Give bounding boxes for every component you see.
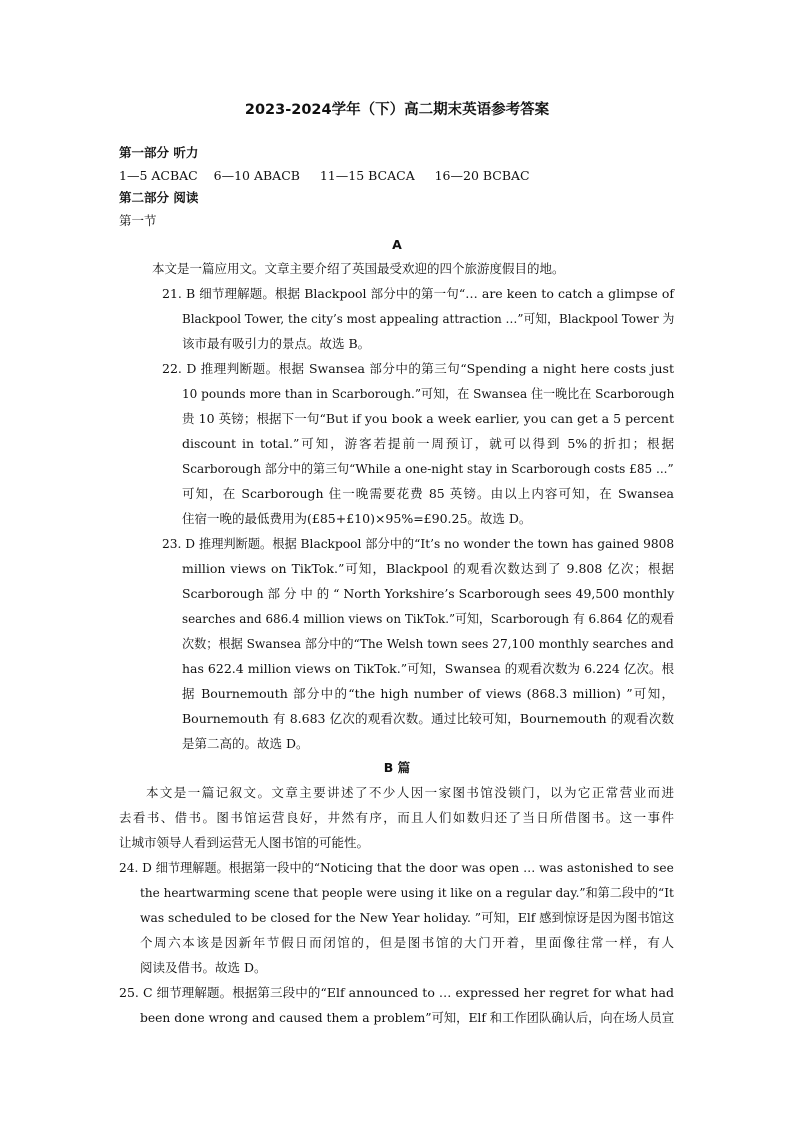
q23-line: Scarborough 部 分 中 的 “ North Yorkshire’s Scarborough sees 49,500 monthly — [182, 586, 675, 601]
q24-line: 24. D 细节理解题。根据第一段中的“Noticing that the door was open … was astonished to see — [119, 860, 674, 875]
q24-line: 阅读及借书。故选 D。 — [140, 960, 267, 975]
q23-line: has 622.4 million views on TikTok.”可知，Swansea 的观看次数为 6.224 亿次。根 — [182, 661, 674, 676]
q21-line: Blackpool Tower, the city’s most appealing attraction …”可知，Blackpool Tower 为 — [182, 311, 675, 326]
b-intro-line: 本文是一篇记叙文。文章主要讲述了不少人因一家图书馆没锁门，以为它正常营业而进 — [146, 785, 674, 800]
q23-line: Bournemouth 有 8.683 亿次的观看次数。通过比较可知，Bournemouth 的观看次数 — [182, 711, 674, 726]
section-label: 第一节 — [119, 213, 157, 228]
q22-line: Scarborough 部分中的第三句“While a one-night stay in Scarborough costs £85 ...” — [182, 461, 674, 476]
q23-line: searches and 686.4 million views on TikTok.”可知，Scarborough 有 6.864 亿的观看 — [182, 611, 675, 626]
part1-heading: 第一部分 听力 — [119, 145, 199, 160]
q22-line: 22. D 推理判断题。根据 Swansea 部分中的第三句“Spending a night here costs just — [162, 361, 674, 376]
q22-line: 贵 10 英镑；根据下一句“But if you book a week earlier, you can get a 5 percent — [182, 411, 674, 426]
q23-line: 23. D 推理判断题。根据 Blackpool 部分中的“It’s no wonder the town has gained 9808 — [162, 536, 675, 551]
b-intro-line: 去看书、借书。图书馆运营良好，井然有序，而且人们如数归还了当日所借图书。这一事件 — [119, 810, 674, 825]
passage-b-label: B 篇 — [383, 760, 411, 775]
q23-line: million views on TikTok.”可知，Blackpool 的观看次数达到了 9.808 亿次；根据 — [182, 561, 674, 576]
passage-a-intro: 本文是一篇应用文。文章主要介绍了英国最受欢迎的四个旅游度假目的地。 — [152, 261, 565, 276]
q23-line: 据 Bournemouth 部分中的“the high number of views (868.3 million) ”可知， — [182, 686, 674, 701]
page-title: 2023-2024学年（下）高二期末英语参考答案 — [244, 102, 550, 118]
q22-line: 住宿一晚的最低费用为(£85+£10)×95%=£90.25。故选 D。 — [182, 511, 532, 526]
listening-answers: 1—5 ACBAC 6—10 ABACB 11—15 BCACA 16—20 BCBAC — [119, 168, 530, 183]
q22-line: 10 pounds more than in Scarborough.”可知，在 Swansea 住一晚比在 Scarborough — [182, 386, 675, 401]
passage-a-label: A — [392, 237, 402, 252]
q24-line: 个周六本该是因新年节假日而闭馆的，但是图书馆的大门开着，里面像往常一样，有人 — [140, 935, 674, 950]
q23-line: 次数；根据 Swansea 部分中的“The Welsh town sees 27,100 monthly searches and — [182, 636, 674, 651]
q24-line: the heartwarming scene that people were using it like on a regular day.”和第二段中的“It — [140, 885, 674, 900]
q22-line: discount in total.”可知，游客若提前一周预订，就可以得到 5%的折扣；根据 — [182, 436, 674, 451]
q25-line: 25. C 细节理解题。根据第三段中的“Elf announced to … expressed her regret for what had — [119, 985, 674, 1000]
q25-line: been done wrong and caused them a problem”可知，Elf 和工作团队确认后，向在场人员宣 — [140, 1010, 675, 1025]
q23-line: 是第二高的。故选 D。 — [182, 736, 309, 751]
q21-line: 21. B 细节理解题。根据 Blackpool 部分中的第一句“… are keen to catch a glimpse of — [162, 286, 674, 301]
b-intro-line: 让城市领导人看到运营无人图书馆的可能性。 — [119, 835, 370, 850]
q22-line: 可知，在 Scarborough 住一晚需要花费 85 英镑。由以上内容可知，在 Swansea — [182, 486, 674, 501]
q21-line: 该市最有吸引力的景点。故选 B。 — [182, 336, 371, 351]
part2-heading: 第二部分 阅读 — [119, 190, 199, 205]
q24-line: was scheduled to be closed for the New Year holiday. ”可知，Elf 感到惊讶是因为图书馆这 — [140, 910, 675, 925]
